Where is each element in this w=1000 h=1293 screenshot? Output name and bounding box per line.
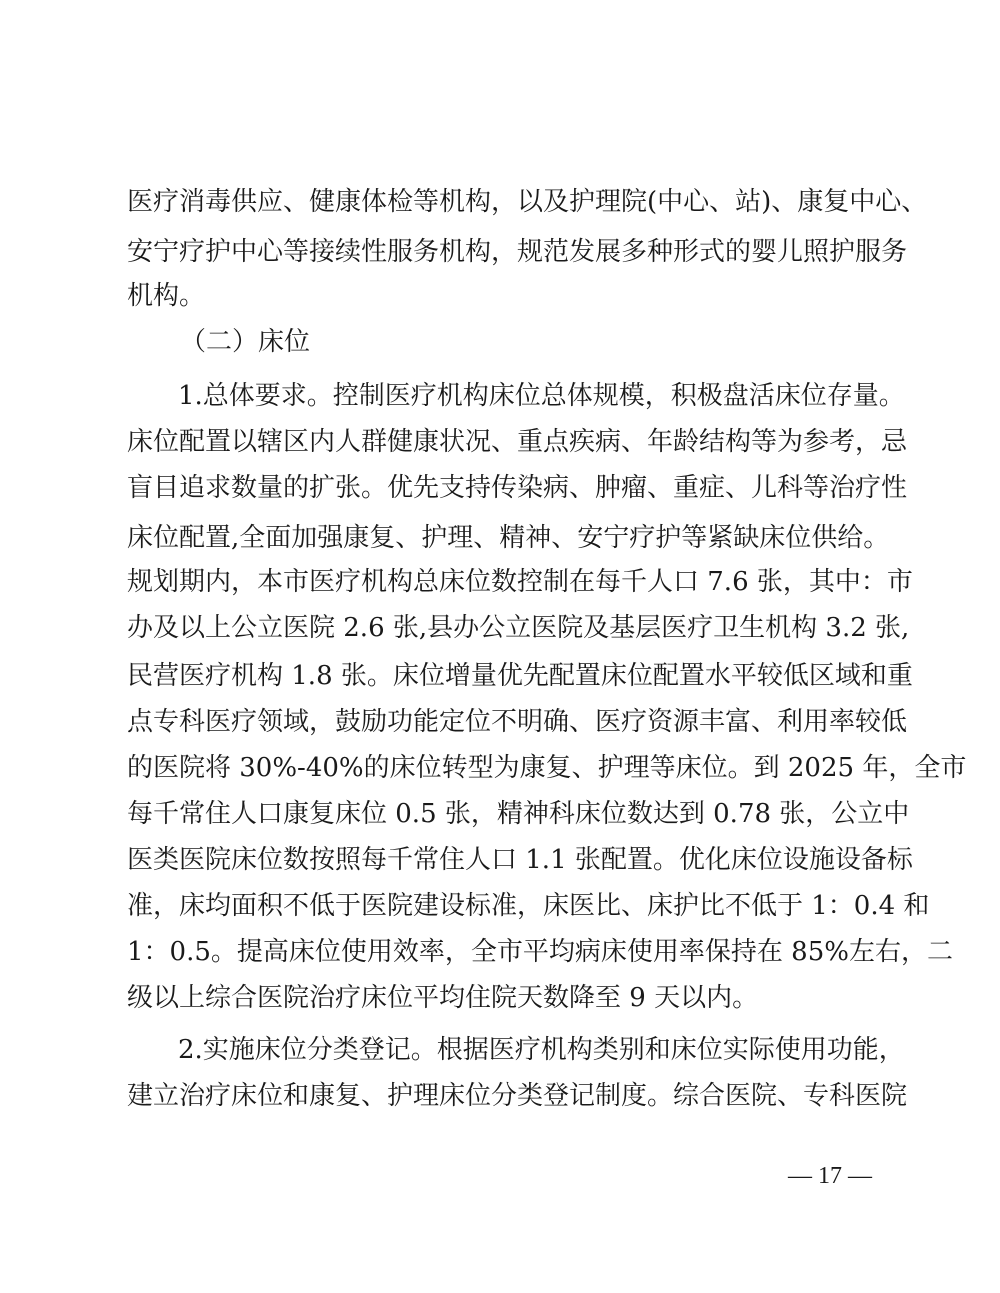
paragraph-line: 规划期内，本市医疗机构总床位数控制在每千人口 7.6 张，其中：市 <box>127 567 913 597</box>
paragraph-line: 民营医疗机构 1.8 张。床位增量优先配置床位配置水平较低区域和重 <box>127 661 913 691</box>
paragraph-line: 盲目追求数量的扩张。优先支持传染病、肿瘤、重症、儿科等治疗性 <box>127 473 908 503</box>
paragraph-line: 级以上综合医院治疗床位平均住院天数降至 9 天以内。 <box>127 983 759 1013</box>
paragraph-line: 每千常住人口康复床位 0.5 张，精神科床位数达到 0.78 张，公立中 <box>127 799 910 829</box>
paragraph-line: 准，床均面积不低于医院建设标准，床医比、床护比不低于 1：0.4 和 <box>127 891 930 921</box>
paragraph-line: 床位配置,全面加强康复、护理、精神、安宁疗护等紧缺床位供给。 <box>127 523 890 553</box>
paragraph-line: 床位配置以辖区内人群健康状况、重点疾病、年龄结构等为参考，忌 <box>127 427 908 457</box>
paragraph-line: 医类医院床位数按照每千常住人口 1.1 张配置。优化床位设施设备标 <box>127 845 913 875</box>
paragraph-line: 的医院将 30%-40%的床位转型为康复、护理等床位。到 2025 年，全市 <box>127 753 967 783</box>
section-heading: （二）床位 <box>180 327 311 357</box>
paragraph-line: 安宁疗护中心等接续性服务机构，规范发展多种形式的婴儿照护服务 <box>127 237 908 267</box>
paragraph-line: 点专科医疗领域，鼓励功能定位不明确、医疗资源丰富、利用率较低 <box>127 707 908 737</box>
paragraph-line: 医疗消毒供应、健康体检等机构，以及护理院(中心、站)、康复中心、 <box>127 187 928 217</box>
paragraph-line: 1：0.5。提高床位使用效率，全市平均病床使用率保持在 85%左右，二 <box>127 937 953 967</box>
paragraph-line: 建立治疗床位和康复、护理床位分类登记制度。综合医院、专科医院 <box>127 1081 908 1111</box>
paragraph-line: 2.实施床位分类登记。根据医疗机构类别和床位实际使用功能， <box>178 1035 905 1065</box>
paragraph-line: 机构。 <box>127 281 206 311</box>
paragraph-line: 1.总体要求。控制医疗机构床位总体规模，积极盘活床位存量。 <box>178 381 905 411</box>
page-number: — 17 — <box>788 1163 872 1189</box>
paragraph-line: 办及以上公立医院 2.6 张,县办公立医院及基层医疗卫生机构 3.2 张, <box>127 613 910 643</box>
